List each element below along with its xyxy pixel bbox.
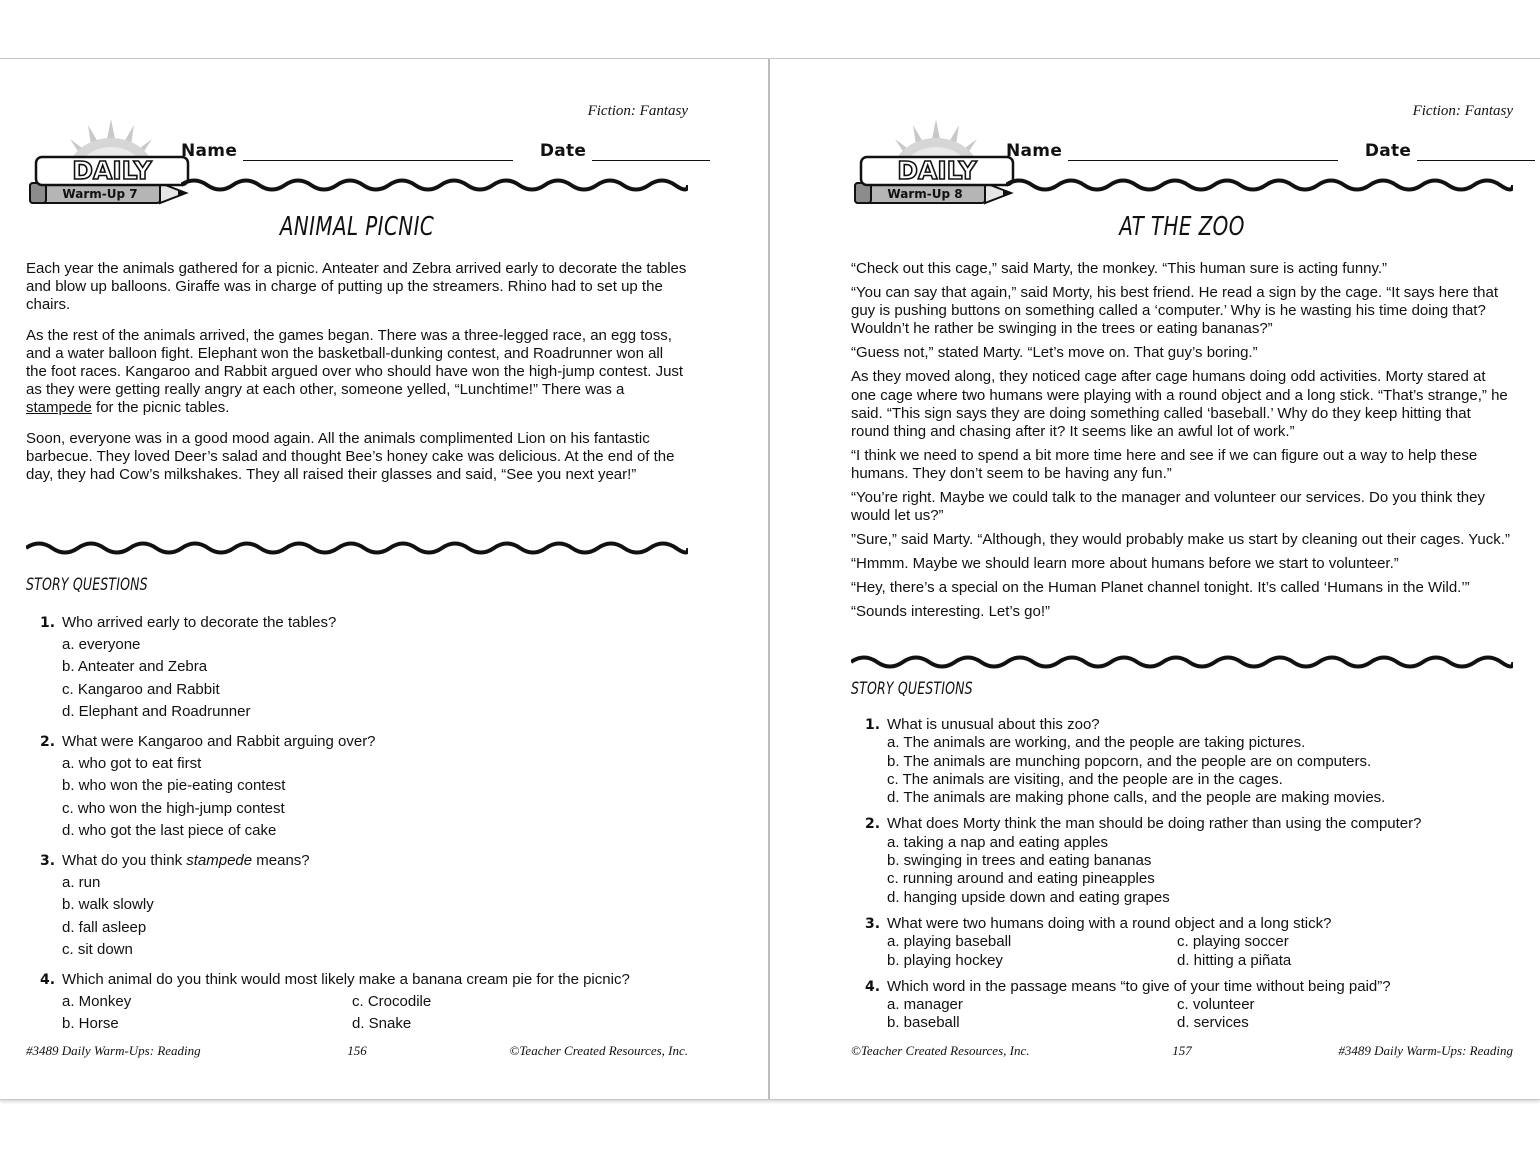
date-label: Date bbox=[539, 141, 587, 161]
name-label: Name bbox=[1006, 141, 1063, 161]
story-paragraph: Each year the animals gathered for a picnic. Anteater and Zebra arrived early to decorate the tables and blow up balloons. Giraffe was in charge of putting up the streamers. Rhino had to set up the chairs. bbox=[26, 260, 687, 314]
question-text: Which word in the passage means “to give of your time without being paid”? bbox=[887, 977, 1391, 995]
header-wave bbox=[1006, 175, 1513, 195]
section-divider-wave bbox=[26, 537, 688, 559]
warmup-label: Warm-Up 8 bbox=[887, 187, 963, 201]
answer-option[interactable]: a. everyone bbox=[62, 636, 141, 654]
question-list bbox=[865, 716, 1513, 1033]
answer-option[interactable]: c. Crocodile bbox=[352, 993, 432, 1011]
answer-option[interactable]: c. The animals are visiting, and the people are in the cages. bbox=[887, 770, 1283, 788]
answer-option[interactable]: d. fall asleep bbox=[62, 918, 147, 936]
answer-option[interactable]: a. manager bbox=[887, 996, 963, 1014]
page-gutter bbox=[768, 59, 770, 1099]
answer-option[interactable]: a. run bbox=[62, 874, 101, 892]
date-blank[interactable] bbox=[1417, 142, 1535, 161]
story-paragraph: ”Sure,” said Marty. “Although, they would probably make us start by cleaning out their cages. Yuck.” bbox=[851, 531, 1510, 549]
logo-text: DAILY bbox=[897, 156, 977, 185]
vocab-word: stampede bbox=[186, 852, 253, 870]
genre-label: Fiction: Fantasy bbox=[587, 103, 688, 119]
footer-copyright: ©Teacher Created Resources, Inc. bbox=[509, 1043, 688, 1058]
question-text: Who arrived early to decorate the tables? bbox=[62, 614, 337, 631]
answer-option[interactable]: a. The animals are working, and the people are taking pictures. bbox=[887, 734, 1306, 752]
answer-option[interactable]: d. The animals are making phone calls, and the people are making movies. bbox=[887, 789, 1386, 807]
answer-option[interactable]: a. who got to eat first bbox=[62, 755, 202, 773]
answer-option[interactable]: b. The animals are munching popcorn, and the people are on computers. bbox=[887, 752, 1372, 770]
answer-option[interactable]: c. volunteer bbox=[1177, 996, 1255, 1014]
question-4: 4. Which animal do you think would most likely make a banana cream pie for the picnic? a. Monkey c. Crocodile b. Horse d. Snake bbox=[40, 969, 688, 1036]
answer-option[interactable]: a. Monkey bbox=[62, 993, 132, 1011]
answer-option[interactable]: b. playing hockey bbox=[887, 951, 1003, 969]
answer-option[interactable]: b. Horse bbox=[62, 1015, 119, 1033]
answer-option[interactable]: d. hanging upside down and eating grapes bbox=[887, 888, 1170, 906]
page-number: 156 bbox=[347, 1043, 367, 1058]
page-left bbox=[26, 59, 688, 1099]
answer-option[interactable]: b. who won the pie-eating contest bbox=[62, 777, 286, 795]
answer-option[interactable]: d. who got the last piece of cake bbox=[62, 821, 277, 839]
question-text: What is unusual about this zoo? bbox=[887, 716, 1100, 733]
book-spread bbox=[0, 58, 1540, 1100]
story-paragraph: “You can say that again,” said Morty, his best friend. He read a sign by the cage. “It says here that guy is pushing buttons on something called a ‘computer.’ Why is he wasting his time doing that? Wouldn’t he rather be swinging in the trees or eating bananas?” bbox=[851, 284, 1499, 338]
question-2: 2. What does Morty think the man should be doing rather than using the computer? a. taking a nap and eating apples b. swinging in trees and eating bananas c. running around and eating pineapples d. hanging upside down and eating grapes bbox=[865, 815, 1513, 906]
story-paragraph: “Hmmm. Maybe we should learn more about humans before we start to volunteer.” bbox=[851, 555, 1399, 573]
warmup-label: Warm-Up 7 bbox=[62, 187, 138, 201]
story-title: AT THE ZOO bbox=[1119, 212, 1245, 242]
answer-option[interactable]: d. hitting a piñata bbox=[1177, 951, 1292, 969]
question-text: What does Morty think the man should be doing rather than using the computer? bbox=[887, 815, 1422, 833]
name-blank[interactable] bbox=[243, 142, 513, 161]
story-paragraph: “I think we need to spend a bit more time here and see if we can figure out a way to help these humans. They don’t seem to be having any fun.” bbox=[851, 447, 1478, 483]
name-blank[interactable] bbox=[1068, 142, 1338, 161]
story-title: ANIMAL PICNIC bbox=[279, 212, 435, 242]
date-blank[interactable] bbox=[592, 142, 710, 161]
story-text bbox=[851, 260, 1513, 627]
story-paragraph: “You’re right. Maybe we could talk to the manager and volunteer our services. Do you think they would let us?” bbox=[851, 489, 1485, 525]
daily-logo bbox=[26, 111, 196, 206]
answer-option[interactable]: c. playing soccer bbox=[1177, 933, 1289, 951]
answer-option[interactable]: b. baseball bbox=[887, 1014, 960, 1032]
question-text: What were two humans doing with a round object and a long stick? bbox=[887, 914, 1332, 932]
question-4: 4. Which word in the passage means “to give of your time without being paid”? a. manager c. volunteer b. baseball d. services bbox=[865, 978, 1513, 1033]
question-3: 3. What were two humans doing with a round object and a long stick? a. playing baseball c. playing soccer b. playing hockey d. hitting a piñata bbox=[865, 915, 1513, 970]
answer-option[interactable]: c. running around and eating pineapples bbox=[887, 870, 1155, 888]
genre-label: Fiction: Fantasy bbox=[1412, 103, 1513, 119]
story-paragraph: “Sounds interesting. Let’s go!” bbox=[851, 603, 1051, 621]
header-wave bbox=[181, 175, 688, 195]
question-1: 1. Who arrived early to decorate the tables? a. everyone b. Anteater and Zebra c. Kangaroo and Rabbit d. Elephant and Roadrunner bbox=[40, 612, 688, 723]
answer-option[interactable]: a. taking a nap and eating apples bbox=[887, 833, 1109, 851]
question-text: What were Kangaroo and Rabbit arguing over? bbox=[62, 733, 376, 751]
answer-option[interactable]: c. sit down bbox=[62, 940, 133, 958]
daily-logo-icon bbox=[851, 111, 1021, 206]
daily-logo-icon bbox=[26, 111, 196, 206]
answer-option[interactable]: d. services bbox=[1177, 1014, 1249, 1032]
answer-option[interactable]: b. swinging in trees and eating bananas bbox=[887, 852, 1152, 870]
story-paragraph: “Guess not,” stated Marty. “Let’s move on. That guy’s boring.” bbox=[851, 344, 1258, 362]
footer-book-title: #3489 Daily Warm-Ups: Reading bbox=[26, 1043, 201, 1058]
question-3: 3. What do you think stampede means? a. run b. walk slowly d. fall asleep c. sit down bbox=[40, 850, 688, 961]
section-divider-wave bbox=[851, 651, 1513, 673]
answer-option[interactable]: a. playing baseball bbox=[887, 933, 1012, 951]
story-paragraph: “Hey, there’s a special on the Human Planet channel tonight. It’s called ‘Humans in the Wild.’” bbox=[851, 579, 1470, 597]
question-2: 2. What were Kangaroo and Rabbit arguing over? a. who got to eat first b. who won the pie-eating contest c. who won the high-jump contest d. who got the last piece of cake bbox=[40, 731, 688, 842]
question-text: Which animal do you think would most likely make a banana cream pie for the picnic? bbox=[62, 971, 630, 989]
answer-option[interactable]: b. Anteater and Zebra bbox=[62, 658, 208, 676]
page-right bbox=[851, 59, 1513, 1099]
footer-copyright: ©Teacher Created Resources, Inc. bbox=[851, 1043, 1030, 1058]
answer-option[interactable]: c. Kangaroo and Rabbit bbox=[62, 680, 220, 698]
name-date-line bbox=[181, 141, 710, 161]
answer-option[interactable]: b. walk slowly bbox=[62, 896, 154, 914]
story-paragraph: As they moved along, they noticed cage after cage humans doing odd activities. Morty stared at one cage where two humans were playing with a round object and a long stick. “That’s strange,” he said. “This sign says they are doing something called ‘baseball.’ Why do they keep hitting that round thing and chasing after it? It seems like an awful lot of work.” bbox=[851, 368, 1508, 441]
page-number: 157 bbox=[1172, 1043, 1192, 1058]
question-text: What do you think stampede means? bbox=[62, 852, 310, 870]
name-date-line bbox=[1006, 141, 1535, 161]
vocab-word: stampede bbox=[26, 399, 92, 417]
answer-option[interactable]: d. Snake bbox=[352, 1015, 412, 1033]
question-list bbox=[40, 612, 688, 1036]
story-paragraph: “Check out this cage,” said Marty, the monkey. “This human sure is acting funny.” bbox=[851, 260, 1388, 277]
date-label: Date bbox=[1364, 141, 1412, 161]
daily-logo bbox=[851, 111, 1021, 206]
story-questions-heading: STORY QUESTIONS bbox=[851, 679, 973, 699]
answer-option[interactable]: d. Elephant and Roadrunner bbox=[62, 702, 251, 720]
story-text bbox=[26, 260, 688, 496]
question-1: 1. What is unusual about this zoo? a. The animals are working, and the people are taking pictures. b. The animals are munching popcorn, and the people are on computers. c. The animals are visiting, and the people are in the cages. d. The animals are making phone calls, and the people are making movies. bbox=[865, 716, 1513, 807]
story-paragraph: Soon, everyone was in a good mood again. All the animals complimented Lion on his fantastic barbecue. They loved Deer’s salad and thought Bee’s honey cake was delicious. At the end of the day, they had Cow’s milkshakes. They all raised their glasses and said, “See you next year!” bbox=[26, 429, 675, 484]
footer-book-title: #3489 Daily Warm-Ups: Reading bbox=[1338, 1043, 1513, 1058]
name-label: Name bbox=[181, 141, 238, 161]
logo-text: DAILY bbox=[72, 156, 152, 185]
story-questions-heading: STORY QUESTIONS bbox=[26, 575, 148, 595]
story-paragraph: As the rest of the animals arrived, the games began. There was a three-legged race, an egg toss, and a water balloon fight. Elephant won the basketball-dunking contest, and Roadrunner won all the foot races. Kangaroo and Rabbit argued over who should have won the high-jump contest. Just as they were getting really angry at each other, someone yelled, “Lunchtime!” There was a stampede for the picnic tables. bbox=[26, 326, 684, 417]
answer-option[interactable]: c. who won the high-jump contest bbox=[62, 799, 285, 817]
